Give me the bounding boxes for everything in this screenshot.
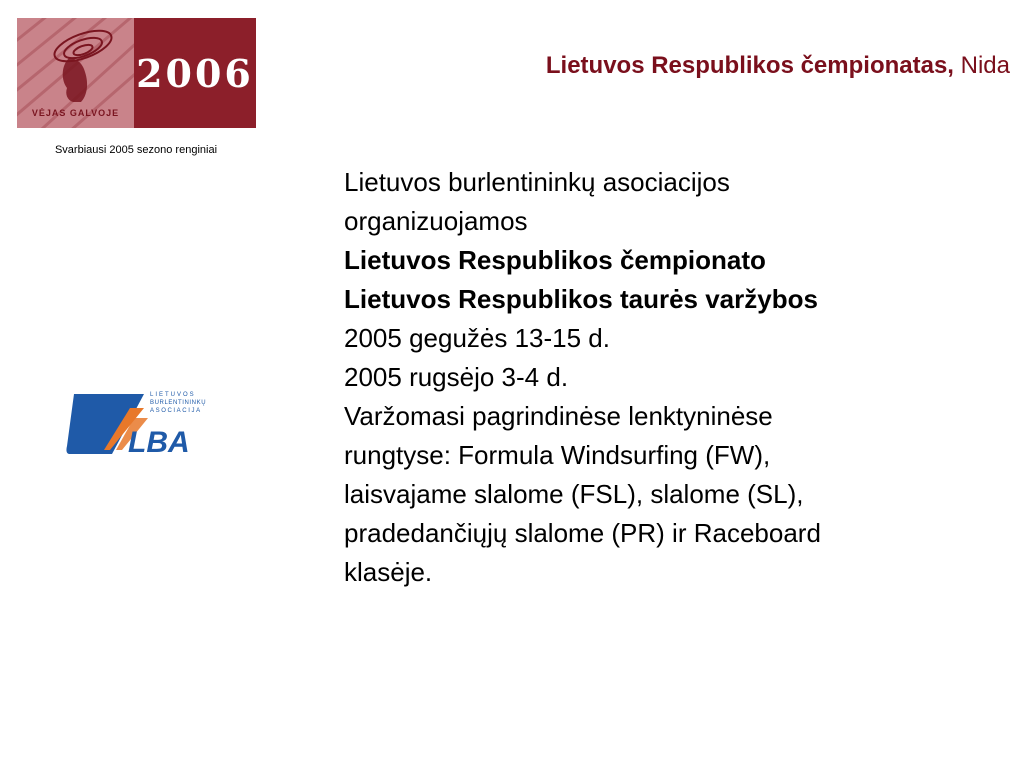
- content-line: pradedančiųjų slalome (PR) ir Raceboard: [344, 518, 821, 548]
- event-logo-2006: [17, 18, 256, 128]
- lba-caption-1: LIETUVOS: [150, 392, 196, 398]
- lba-caption-3: ASOCIACIJA: [150, 408, 202, 414]
- content-line: rungtyse: Formula Windsurfing (FW),: [344, 440, 771, 470]
- content-line: klasėje.: [344, 557, 433, 587]
- title-bold-part: Lietuvos Respublikos čempionatas,: [545, 52, 954, 79]
- lba-caption-2: BURLENTININKŲ: [150, 400, 207, 406]
- slide-subtitle: Svarbiausi 2005 sezono renginiai: [54, 144, 218, 156]
- lba-logo: [64, 388, 224, 460]
- content-line: Lietuvos burlentininkų asociacijos: [344, 167, 730, 197]
- content-line: 2005 rugsėjo 3-4 d.: [344, 362, 569, 392]
- content-line: laisvajame slalome (FSL), slalome (SL),: [344, 479, 804, 509]
- logo-year: 2006: [136, 50, 254, 96]
- content-line: organizuojamos: [344, 206, 528, 236]
- logo-brand-text: VĖJAS GALVOJE: [31, 108, 120, 118]
- content-line: Lietuvos Respublikos čempionato: [344, 245, 766, 275]
- lba-mark: LBA: [128, 426, 190, 459]
- content-line: Varžomasi pagrindinėse lenktyninėse: [344, 401, 773, 431]
- title-location: Nida: [953, 52, 1010, 79]
- page-title: [320, 52, 1010, 80]
- event-description: [344, 163, 1004, 592]
- content-line: 2005 gegužės 13-15 d.: [344, 323, 610, 353]
- content-line: Lietuvos Respublikos taurės varžybos: [344, 284, 818, 314]
